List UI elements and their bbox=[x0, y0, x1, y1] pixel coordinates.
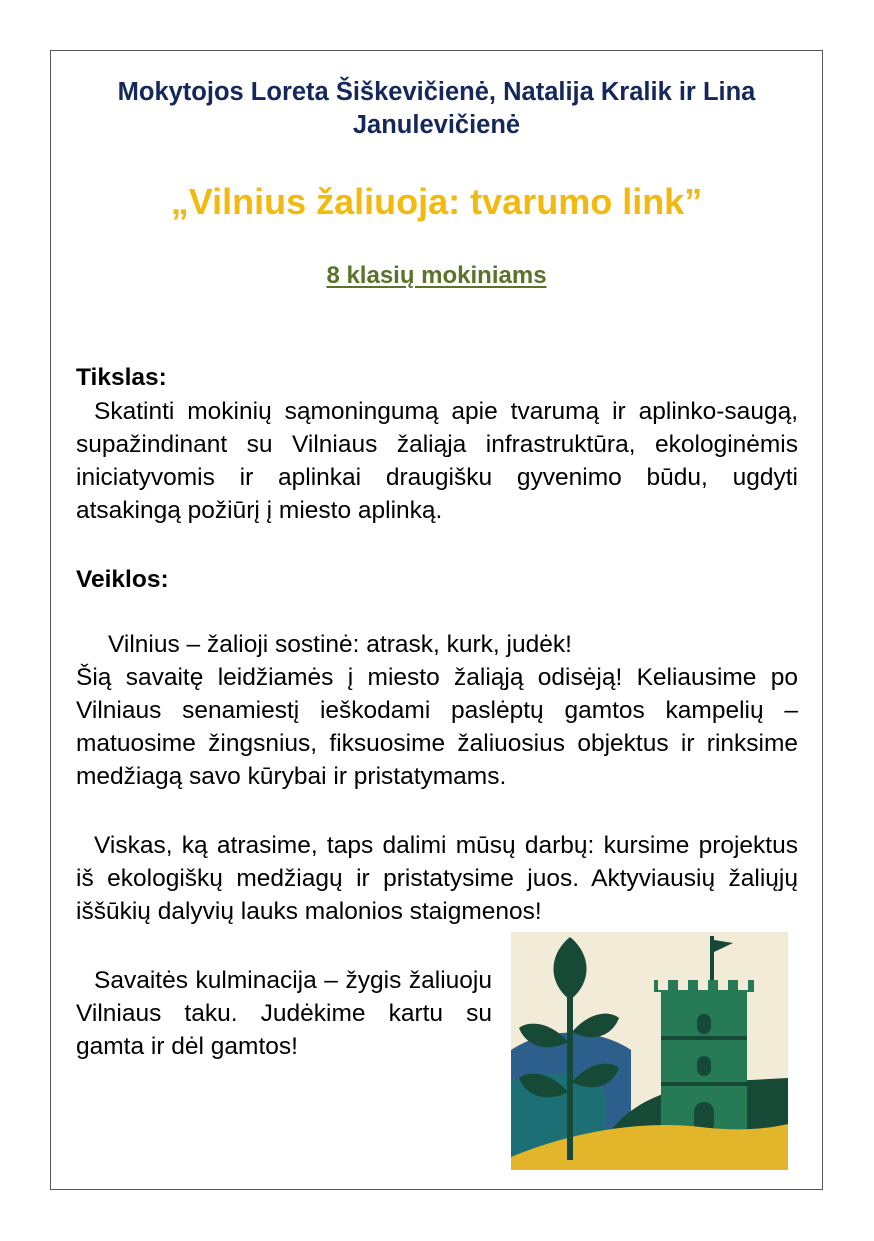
audience-text: 8 klasių mokiniams bbox=[326, 262, 547, 289]
goal-text: Skatinti mokinių sąmoningumą apie tvarumą ir aplinko-saugą, supažindinant su Vilniaus žaliąja infrastruktūra, ekologinėmis iniciatyvomis ir aplinkai draugišku gyvenimo būdu, ugdyti atsakingą požiūrį į miesto aplinką. bbox=[76, 398, 798, 524]
activities-heading: Veiklos: bbox=[76, 566, 169, 593]
activities-paragraph-3: Savaitės kulminacija – žygis žaliuoju Vilniaus taku. Judėkime kartu su gamta ir dėl gamtos! bbox=[76, 967, 492, 1060]
activities-slogan: Vilnius – žalioji sostinė: atrask, kurk, judėk! bbox=[108, 631, 572, 658]
audience-subtitle bbox=[50, 261, 823, 291]
page-title: „Vilnius žaliuoja: tvarumo link” bbox=[170, 181, 703, 222]
goal-heading: Tikslas: bbox=[76, 364, 167, 391]
vilnius-tower-illustration bbox=[511, 932, 788, 1170]
activities-paragraph-1: Šią savaitę leidžiamės į miesto žaliąją odisėją! Keliausime po Vilniaus senamiestį ieškodami paslėptų gamtos kampelių – matuosime žingsnius, fiksuosime žaliuosius objektus ir rinksime medžiagą savo kūrybai ir pristatymams. bbox=[76, 664, 798, 790]
activities-paragraph-2: Viskas, ką atrasime, taps dalimi mūsų darbų: kursime projektus iš ekologiškų medžiagų ir pristatysime juos. Aktyviausių žaliųjų iššūkių dalyvių lauks malonios staigmenos! bbox=[76, 832, 798, 925]
teachers-line: Mokytojos Loreta Šiškevičienė, Natalija Kralik ir Lina Janulevičienė bbox=[117, 78, 756, 139]
